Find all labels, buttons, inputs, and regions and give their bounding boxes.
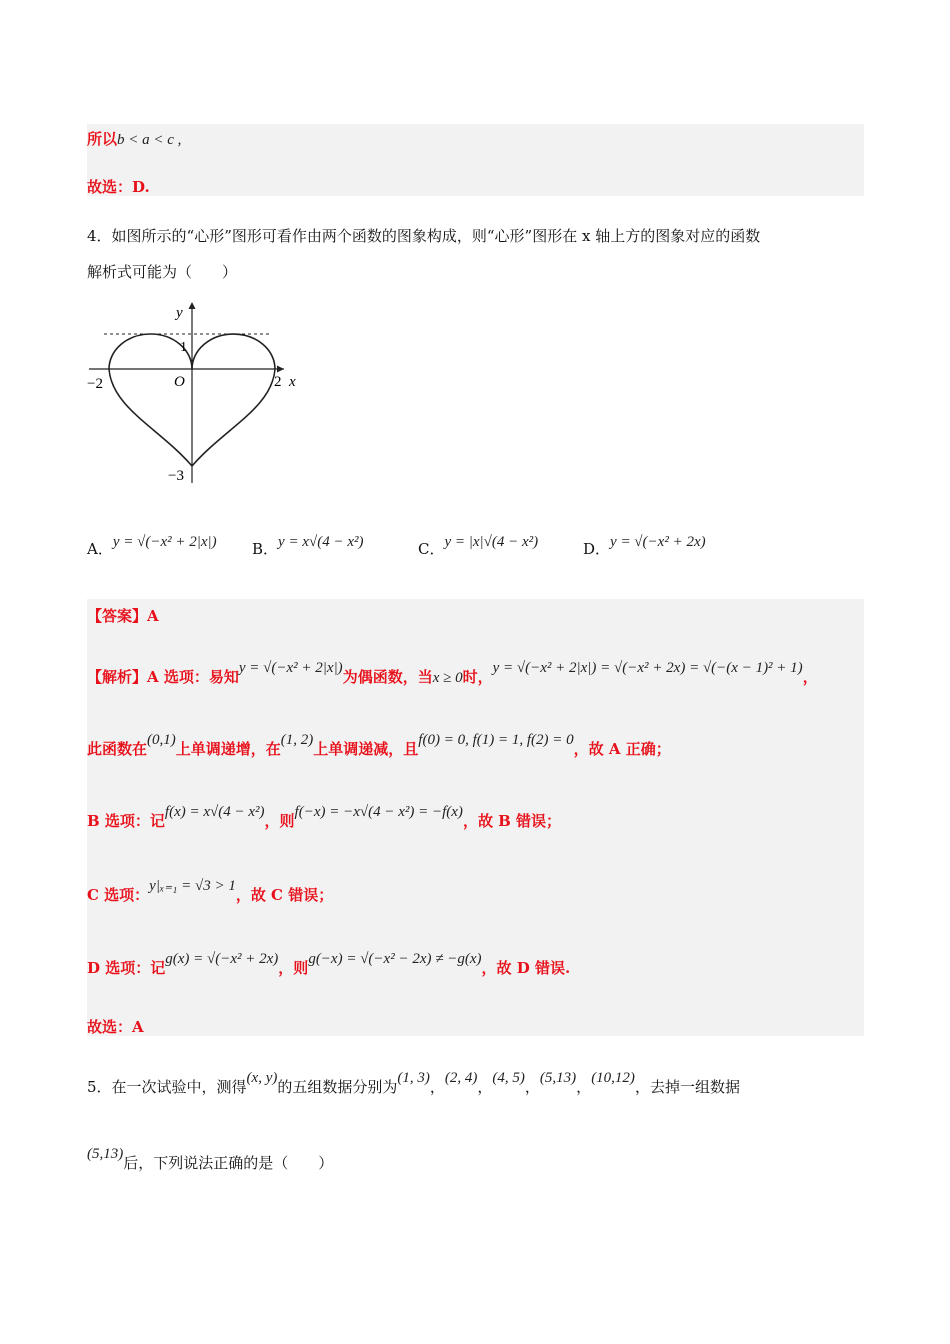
y-axis-label: y [176, 305, 183, 321]
simplified-expr: y = √(−x² + 2|x|) = √(−x² + 2x) = √(−(x − 1)² + 1) [492, 660, 803, 676]
analysis-line-monotonic: 此函数在(0,1)上单调递增，在(1, 2)上单调递减，且f(0) = 0, f(1) = 1, f(2) = 0，故 A 正确； [87, 732, 671, 758]
x-axis-arrow [277, 366, 284, 373]
q5-stem-line2: (5,13)后，下列说法正确的是（ ） [87, 1146, 334, 1172]
inequality-expr: b < a < c , [117, 132, 182, 148]
tick-label-neg3: −3 [168, 468, 184, 484]
option-d-expr: y = √(−x² + 2x) [610, 534, 706, 550]
analysis-line-d: D 选项：记g(x) = √(−x² + 2x)，则g(−x) = √(−x² − 2x) ≠ −g(x)，故 D 错误. [87, 951, 571, 977]
prev-solution-line1: 所以b < a < c , [87, 130, 182, 148]
option-c-value: y|ₓ₌₁ = √3 > 1 [149, 878, 236, 894]
analysis-line-c: C 选项：y|ₓ₌₁ = √3 > 1，故 C 错误； [87, 878, 334, 904]
interval-0-1: (0,1) [147, 732, 176, 748]
origin-label: O [174, 374, 185, 390]
even-function-expr: y = √(−x² + 2|x|) [238, 660, 343, 676]
function-values: f(0) = 0, f(1) = 1, f(2) = 0 [418, 732, 574, 748]
x-condition: x ≥ 0 [432, 670, 463, 686]
option-b-function: f(x) = x√(4 − x²) [164, 804, 265, 820]
analysis-line-b: B 选项：记f(x) = x√(4 − x²)，则f(−x) = −x√(4 − x²) = −f(x)，故 B 错误； [87, 804, 562, 830]
option-c-expr: y = |x|√(4 − x²) [444, 534, 539, 550]
data-point-3: (4, 5) [492, 1070, 525, 1086]
lower-right-curve [192, 369, 275, 466]
option-d-function: g(x) = √(−x² + 2x) [165, 951, 279, 967]
final-answer: 故选：A [87, 1018, 144, 1036]
data-point-1: (1, 3) [397, 1070, 430, 1086]
prev-solution-line2: 故选：D. [87, 178, 150, 196]
q5-stem-line1: 5．在一次试验中，测得(x, y)的五组数据分别为(1, 3)，(2, 4)，(4, 5)，(5,13)，(10,12)，去掉一组数据 [87, 1070, 740, 1096]
prev-solution-block [87, 124, 864, 196]
analysis-line-a: 【解析】A 选项：易知y = √(−x² + 2|x|)为偶函数，当x ≥ 0时，y = √(−x² + 2|x|) = √(−x² + 2x) = √(−(x − 1)² + 1)， [87, 660, 818, 686]
tick-label-neg2: −2 [87, 376, 103, 392]
removed-data-point: (5,13) [87, 1146, 124, 1162]
option-d-check: g(−x) = √(−x² − 2x) ≠ −g(x) [308, 951, 482, 967]
tick-label-1: 1 [180, 340, 187, 355]
data-point-5: (10,12) [591, 1070, 635, 1086]
xy-pair: (x, y) [246, 1070, 278, 1086]
option-c[interactable]: C．y = |x|√(4 − x²) [418, 534, 539, 558]
data-point-2: (2, 4) [444, 1070, 478, 1086]
q4-stem-line2: 解析式可能为（ ） [87, 263, 238, 281]
data-point-4: (5,13) [539, 1070, 577, 1086]
option-a-expr: y = √(−x² + 2|x|) [112, 534, 217, 550]
interval-1-2: (1, 2) [280, 732, 314, 748]
tick-label-2: 2 [274, 374, 282, 390]
answer-label: 【答案】A [87, 607, 159, 625]
q4-stem-line1: 4．如图所示的“心形”图形可看作由两个函数的图象构成，则“心形”图形在 x 轴上方的图象对应的函数 [87, 227, 761, 245]
option-d[interactable]: D．y = √(−x² + 2x) [583, 534, 706, 558]
option-a[interactable]: A．y = √(−x² + 2|x|) [87, 534, 217, 558]
option-b[interactable]: B．y = x√(4 − x²) [252, 534, 364, 558]
heart-figure [84, 298, 314, 494]
upper-right-arc [192, 334, 275, 369]
y-axis-arrow [189, 302, 196, 309]
option-b-expr: y = x√(4 − x²) [278, 534, 364, 550]
x-axis-label: x [289, 374, 296, 390]
option-b-odd-check: f(−x) = −x√(4 − x²) = −f(x) [294, 804, 463, 820]
